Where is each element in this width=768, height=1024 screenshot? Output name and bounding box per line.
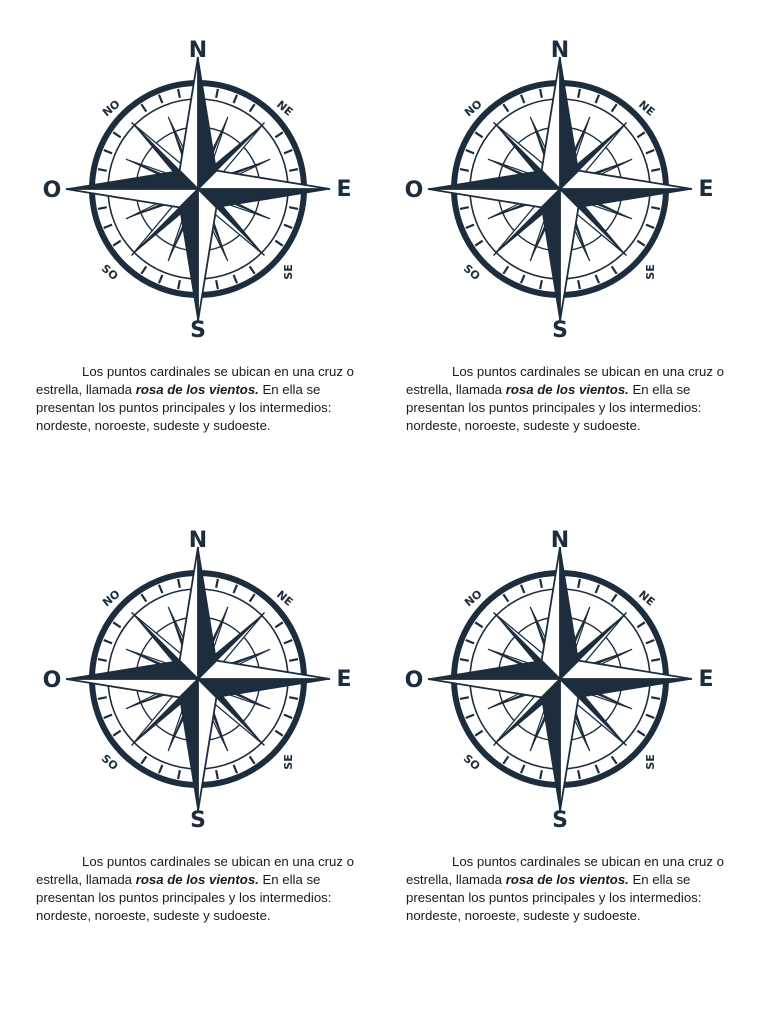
tick-mark (540, 579, 542, 588)
tick-mark (284, 225, 292, 228)
compass-rose-icon (26, 514, 366, 834)
description-text-end: En ella se presentan los puntos principales y los intermedios: nordeste, noroeste, sudeste y sudoeste. (36, 872, 332, 923)
label-west: O (42, 668, 62, 693)
label-south: S (190, 318, 206, 343)
description-text-end: En ella se presentan los puntos principales y los intermedios: nordeste, noroeste, sudeste y sudoeste. (36, 382, 332, 433)
tick-mark (475, 622, 482, 627)
label-southeast: SE (644, 754, 657, 770)
label-south: S (552, 808, 568, 833)
tick-mark (159, 275, 162, 283)
label-south: S (552, 318, 568, 343)
tick-mark (521, 585, 524, 593)
cardinal-point (542, 679, 560, 811)
compass-card (396, 514, 736, 984)
cardinal-point (66, 171, 198, 189)
label-north: N (188, 38, 208, 63)
label-west: O (404, 668, 424, 693)
tick-mark (275, 241, 282, 246)
tick-mark (578, 579, 580, 588)
tick-mark (104, 225, 112, 228)
tick-mark (596, 95, 599, 103)
label-northwest: NO (100, 587, 123, 610)
label-southwest: SO (98, 751, 121, 773)
tick-mark (646, 640, 654, 643)
tick-mark (216, 89, 218, 98)
cardinal-point (560, 547, 578, 679)
description-emphasis: rosa de los vientos. (505, 382, 629, 397)
label-southwest: SO (460, 261, 483, 283)
tick-mark (521, 95, 524, 103)
tick-mark (521, 275, 524, 283)
tick-mark (178, 280, 180, 289)
tick-mark (289, 659, 298, 661)
description-text-start: Los puntos cardinales se ubican en una cruz o estrella, llamada (406, 364, 724, 397)
tick-mark (460, 169, 469, 171)
tick-mark (503, 594, 508, 601)
tick-mark (98, 169, 107, 171)
tick-mark (234, 275, 237, 283)
tick-mark (284, 715, 292, 718)
tick-mark (466, 715, 474, 718)
tick-mark (289, 697, 298, 699)
label-east: E (698, 177, 714, 202)
tick-mark (234, 95, 237, 103)
description-text-end: En ella se presentan los puntos principales y los intermedios: nordeste, noroeste, sudeste y sudoeste. (406, 872, 702, 923)
compass-card (396, 24, 736, 494)
description-emphasis: rosa de los vientos. (505, 872, 629, 887)
label-north: N (188, 528, 208, 553)
tick-mark (460, 659, 469, 661)
cardinal-point (560, 189, 692, 207)
compass-rose-figure (26, 24, 366, 344)
cardinal-point (560, 171, 692, 189)
cardinal-point (198, 679, 216, 811)
tick-mark (612, 104, 617, 111)
tick-mark (521, 765, 524, 773)
tick-mark (503, 104, 508, 111)
compass-rose-figure (396, 24, 736, 344)
tick-mark (646, 715, 654, 718)
tick-mark (475, 241, 482, 246)
tick-mark (646, 150, 654, 153)
tick-mark (503, 756, 508, 763)
tick-mark (178, 579, 180, 588)
tick-mark (466, 640, 474, 643)
tick-mark (275, 731, 282, 736)
tick-mark (540, 89, 542, 98)
tick-mark (216, 579, 218, 588)
cardinal-point (542, 189, 560, 321)
tick-mark (612, 266, 617, 273)
cardinal-point (198, 189, 216, 321)
tick-mark (159, 765, 162, 773)
cardinal-point (66, 679, 198, 697)
tick-mark (113, 731, 120, 736)
tick-mark (216, 280, 218, 289)
tick-mark (289, 207, 298, 209)
tick-mark (104, 640, 112, 643)
tick-mark (98, 659, 107, 661)
tick-mark (637, 731, 644, 736)
cardinal-point (542, 57, 560, 189)
compass-rose-icon (396, 514, 736, 834)
tick-mark (466, 150, 474, 153)
label-east: E (698, 667, 714, 692)
tick-mark (596, 585, 599, 593)
tick-mark (159, 95, 162, 103)
tick-mark (540, 280, 542, 289)
tick-mark (578, 770, 580, 779)
description-text-start: Los puntos cardinales se ubican en una cruz o estrella, llamada (36, 854, 354, 887)
tick-mark (475, 132, 482, 137)
tick-mark (540, 770, 542, 779)
description-text-end: En ella se presentan los puntos principales y los intermedios: nordeste, noroeste, sudeste y sudoeste. (406, 382, 702, 433)
tick-mark (113, 622, 120, 627)
cardinal-point (560, 57, 578, 189)
tick-mark (475, 731, 482, 736)
tick-mark (141, 266, 146, 273)
label-east: E (336, 667, 352, 692)
compass-rose-figure (26, 514, 366, 834)
cardinal-point (198, 547, 216, 679)
tick-mark (466, 225, 474, 228)
label-northwest: NO (462, 587, 485, 610)
label-west: O (42, 178, 62, 203)
cardinal-point (560, 661, 692, 679)
cardinal-point (428, 679, 560, 697)
label-northwest: NO (100, 97, 123, 120)
tick-mark (651, 697, 660, 699)
cardinal-point (180, 57, 198, 189)
label-northeast: NE (274, 98, 296, 119)
tick-mark (284, 640, 292, 643)
label-northeast: NE (636, 588, 658, 609)
tick-mark (275, 622, 282, 627)
cardinal-point (428, 171, 560, 189)
cardinal-point (428, 189, 560, 207)
tick-mark (113, 132, 120, 137)
cardinal-point (198, 189, 330, 207)
tick-mark (141, 594, 146, 601)
cardinal-point (198, 171, 330, 189)
cardinal-point (198, 57, 216, 189)
tick-mark (460, 207, 469, 209)
compass-description (36, 363, 358, 435)
cardinal-point (560, 679, 578, 811)
cardinal-point (428, 661, 560, 679)
cardinal-point (542, 547, 560, 679)
cardinal-point (180, 189, 198, 321)
tick-mark (250, 594, 255, 601)
tick-mark (159, 585, 162, 593)
cardinal-point (198, 661, 330, 679)
label-north: N (550, 38, 570, 63)
tick-mark (250, 104, 255, 111)
label-south: S (190, 808, 206, 833)
label-southeast: SE (644, 264, 657, 280)
description-text-start: Los puntos cardinales se ubican en una cruz o estrella, llamada (406, 854, 724, 887)
tick-mark (234, 765, 237, 773)
tick-mark (596, 765, 599, 773)
cardinal-point (560, 189, 578, 321)
tick-mark (637, 622, 644, 627)
label-southwest: SO (460, 751, 483, 773)
compass-rose-icon (26, 24, 366, 344)
compass-description (406, 363, 728, 435)
compass-description (36, 853, 358, 925)
tick-mark (104, 150, 112, 153)
tick-mark (113, 241, 120, 246)
tick-mark (289, 169, 298, 171)
tick-mark (646, 225, 654, 228)
tick-mark (637, 241, 644, 246)
compass-rose-icon (396, 24, 736, 344)
tick-mark (651, 169, 660, 171)
tick-mark (651, 659, 660, 661)
label-northeast: NE (274, 588, 296, 609)
tick-mark (178, 89, 180, 98)
tick-mark (596, 275, 599, 283)
tick-mark (216, 770, 218, 779)
tick-mark (612, 594, 617, 601)
tick-mark (98, 207, 107, 209)
tick-mark (141, 104, 146, 111)
label-northeast: NE (636, 98, 658, 119)
description-text-start: Los puntos cardinales se ubican en una cruz o estrella, llamada (36, 364, 354, 397)
label-southeast: SE (282, 264, 295, 280)
tick-mark (578, 89, 580, 98)
cardinal-point (560, 679, 692, 697)
label-southwest: SO (98, 261, 121, 283)
tick-mark (460, 697, 469, 699)
cardinal-point (198, 679, 330, 697)
label-east: E (336, 177, 352, 202)
cardinal-point (180, 679, 198, 811)
tick-mark (578, 280, 580, 289)
tick-mark (612, 756, 617, 763)
compass-card (26, 514, 366, 984)
compass-rose-figure (396, 514, 736, 834)
label-northwest: NO (462, 97, 485, 120)
tick-mark (141, 756, 146, 763)
tick-mark (637, 132, 644, 137)
cardinal-point (66, 189, 198, 207)
tick-mark (503, 266, 508, 273)
label-west: O (404, 178, 424, 203)
description-emphasis: rosa de los vientos. (135, 872, 259, 887)
tick-mark (275, 132, 282, 137)
tick-mark (98, 697, 107, 699)
label-north: N (550, 528, 570, 553)
tick-mark (651, 207, 660, 209)
tick-mark (284, 150, 292, 153)
compass-card (26, 24, 366, 494)
description-emphasis: rosa de los vientos. (135, 382, 259, 397)
tick-mark (250, 756, 255, 763)
cardinal-point (180, 547, 198, 679)
cardinal-point (66, 661, 198, 679)
tick-mark (250, 266, 255, 273)
tick-mark (104, 715, 112, 718)
tick-mark (234, 585, 237, 593)
label-southeast: SE (282, 754, 295, 770)
compass-description (406, 853, 728, 925)
tick-mark (178, 770, 180, 779)
